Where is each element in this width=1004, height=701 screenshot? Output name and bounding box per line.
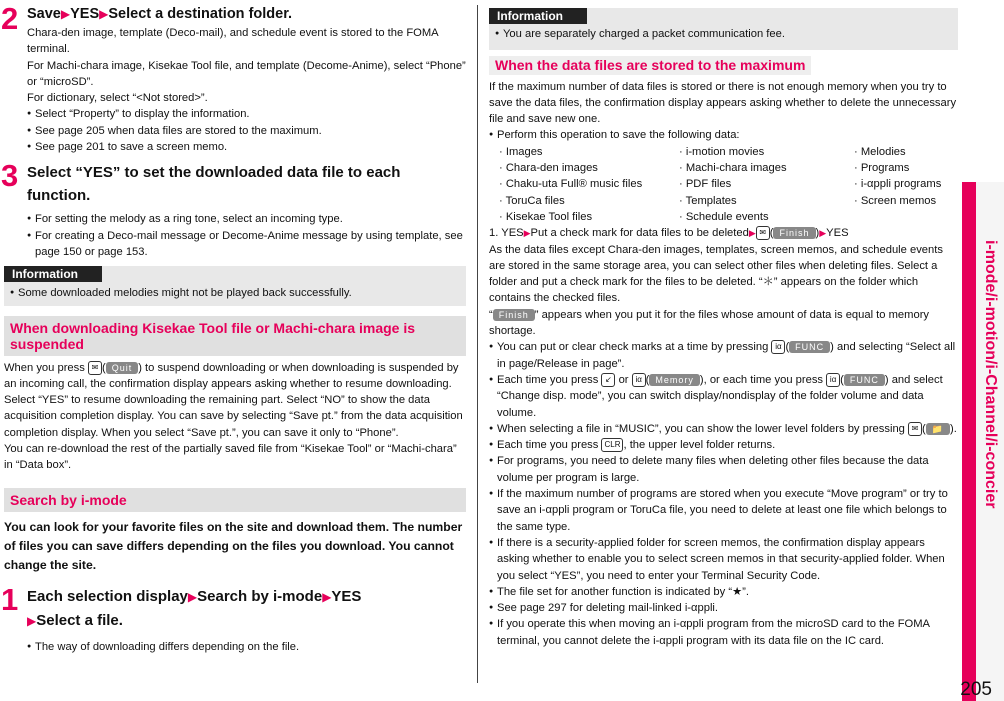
bullet: ● If there is a security-applied folder for screen memos, the confirmation display appears asking whether to enable you to select screen memos in that security-applied folder. When you select “YES”, you need to enter your Terminal Security Code. <box>489 535 958 584</box>
arrow-icon: ▶ <box>60 7 71 21</box>
memory-softkey: Memory <box>649 374 700 386</box>
kisekae-body: When you press ✉ ( Quit ) to suspend downloading or when downloading is suspended by an incoming call, the confirmation display appears asking whether to resume downloading. Select “YES” to resume downloading the remaining part. Select “NO” to show the data acquisition completion display. You can save by selecting “Save pt.” from the data acquisition completion display. When you select “Save pt.”, you can save it only to “Phone”. You can re-download the rest of the partially saved file from “Kisekae Tool” or “Machi-chara” in “Data box”. <box>4 361 463 472</box>
text-line: For dictionary, select “<Not stored>”. <box>27 92 208 105</box>
step-title: Select “YES” to set the downloaded data file to each function. <box>27 164 401 205</box>
func-softkey: FUNC <box>789 341 830 353</box>
i-appli-key-icon: iα <box>771 340 785 354</box>
bullet: ● Perform this operation to save the following data: <box>489 127 958 143</box>
arrow-icon: ▶ <box>819 228 827 239</box>
search-intro: You can look for your favorite files on the site and download them. The number of files you can save differs depending on the files you download. You cannot change the site. <box>4 519 463 572</box>
bullet: ● See page 201 to save a screen memo. <box>27 139 466 155</box>
bullet: ● You can put or clear check marks at a time by pressing iα ( FUNC ) and selecting “Select all in page/Release in page”. <box>489 339 958 372</box>
chapter-title: i-mode/i-motion/i-Channel/i-concier <box>982 240 999 509</box>
arrow-icon: ▶ <box>523 228 531 239</box>
column-divider <box>477 5 478 683</box>
bullet: ● For setting the melody as a ring tone, select an incoming type. <box>27 211 466 227</box>
section-heading-kisekae: When downloading Kisekae Tool file or Machi-chara image is suspended <box>4 316 466 356</box>
step-3 <box>1 158 466 260</box>
step-number: 1 <box>1 581 19 617</box>
bullet: ● For programs, you need to delete many files when deleting other files because the data volume per program is large. <box>489 453 958 486</box>
i-appli-key-icon: iα <box>826 373 840 387</box>
information-label: Information <box>4 266 102 282</box>
text-line: Chara-den image, template (Deco-mail), and schedule event is stored to the FOMA terminal. <box>27 27 439 56</box>
quit-softkey: Quit <box>106 362 139 374</box>
bullet: ● Each time you press ↙ or iα ( Memory ), or each time you press iα ( FUNC ) and select “Change disp. mode”, you can switch display/nondisplay of the folder volume and data volume. <box>489 372 958 421</box>
step-number: 2 <box>1 1 19 36</box>
arrow-icon: ▶ <box>99 7 109 21</box>
finish-softkey: Finish <box>773 227 815 239</box>
bullet: ● The file set for another function is indicated by “★”. <box>489 584 958 600</box>
bullet: ● See page 297 for deleting mail-linked i-αppli. <box>489 600 958 616</box>
mail-key-icon: ✉ <box>756 226 770 240</box>
arrow-icon: ▶ <box>27 613 37 628</box>
text-line: For Machi-chara image, Kisekae Tool file, and template (Decome-Anime), select “Phone” or “microSD”. <box>27 59 466 88</box>
chapter-side-tab <box>962 182 1004 701</box>
step-title: Save▶YES▶Select a destination folder. <box>27 6 293 22</box>
func-softkey: FUNC <box>844 374 885 386</box>
right-column <box>489 0 958 649</box>
step-2 <box>1 1 466 155</box>
bullet: ● If you operate this when moving an i-αppli program from the microSD card to the FOMA terminal, you cannot delete the i-αppli program with its data file on the IC card. <box>489 616 958 649</box>
mail-key-icon: ✉ <box>88 361 102 375</box>
send-key-icon: ↙ <box>601 373 615 387</box>
bullet: ● For creating a Deco-mail message or Decome-Anime message by using template, see page 150 or page 153. <box>27 228 466 261</box>
information-box <box>4 266 466 305</box>
arrow-icon: ▶ <box>322 589 332 604</box>
step-title: Each selection display▶Search by i-mode▶YES ▶Select a file. <box>27 587 362 629</box>
page-number: 205 <box>960 679 992 700</box>
data-type-list: · Images · i-motion movies · Melodies · Chara-den images · Machi-chara images · Programs · Chaku-uta Full® music files · PDF files · i-αppli programs · ToruCa files · Templates · Screen memos · Kisekae Tool files · Schedule events <box>489 144 958 225</box>
section-heading-max: When the data files are stored to the maximum <box>489 56 811 75</box>
finish-softkey: Finish <box>493 309 535 321</box>
folder-softkey-icon: 📁 <box>926 423 950 435</box>
bullet: ● See page 205 when data files are stored to the maximum. <box>27 123 466 139</box>
arrow-icon: ▶ <box>748 228 756 239</box>
left-column <box>1 0 466 655</box>
mail-key-icon: ✉ <box>908 422 922 436</box>
step-1 <box>1 581 466 655</box>
arrow-icon: ▶ <box>187 589 198 604</box>
bullet: ● If the maximum number of programs are stored when you execute “Move program” or try to save an i-αppli program or ToruCa file, you need to delete at least one file which belongs to the same type. <box>489 486 958 535</box>
bullet: ● The way of downloading differs depending on the file. <box>27 639 466 655</box>
information-box <box>489 8 958 50</box>
i-appli-key-icon: iα <box>632 373 646 387</box>
bullet: ● Each time you press CLR , the upper level folder returns. <box>489 437 958 453</box>
information-label: Information <box>489 8 587 24</box>
section-heading-search: Search by i-mode <box>4 488 466 512</box>
bullet: ● When selecting a file in “MUSIC”, you can show the lower level folders by pressing ✉ ( 📁 ). <box>489 421 958 437</box>
step-number: 3 <box>1 158 19 194</box>
bullet: ● You are separately charged a packet communication fee. <box>495 26 952 42</box>
bullet: ● Select “Property” to display the information. <box>27 106 466 122</box>
max-body: If the maximum number of data files is stored or there is not enough memory when you try to save the data files, the confirmation display appears asking whether to delete the unnecessary file and save new one. ● Perform this operation to save the following data: · Images · i-motion movies · Melodies · Chara-den images · Machi-chara images · Programs · Chaku-uta Full® music files · PDF files · i-αppli programs · ToruCa files · Templates · Screen memos · Kisekae Tool files · Schedule events 1. YES▶Put a check mark for data files to be deleted▶ ✉ ( Finish )▶YES As the data files except Chara-den images, templates, screen memos, and schedule events are stored in the same storage area, you can select other files when deleting files. Select a folder and put a check mark for the files to be deleted. “＊” appears on the folder which contains the checked files. “ Finish ” appears when you put it for the files whose amount of data is equal to memory shortage. ● You can put or clear check marks at a time by pressing iα ( FUNC ) and selecting “Select all in page/Release in page”. ● Each time you press ↙ or iα ( Memory ), or each time you press iα ( FUNC ) and select “Change disp. mode”, you can switch display/nondisplay of the folder volume and data volume. ● When selecting a file in “MUSIC”, you can show the lower level folders by pressing ✉ ( 📁 ). ● Each time you press CLR , the upper level folder returns. ● For programs, you need to delete many files when deleting other files because the data volume per program is large. ● If the maximum number of programs are stored when you execute “Move program” or try to save an i-αppli program or ToruCa file, you need to delete at least one file which belongs to the same type. ● If there is a security-applied folder for screen memos, the confirmation display appears asking whether to enable you to select screen memos in that security-applied folder. When you select “YES”, you need to enter your Terminal Security Code. ● The file set for another function is indicated by “★”. ● See page 297 for deleting mail-linked i-αppli. ● If you operate this when moving an i-αppli program from the microSD card to the FOMA terminal, you cannot delete the i-αppli program with its data file on the IC card. <box>489 79 958 649</box>
clear-key-icon: CLR <box>601 438 623 452</box>
bullet: ● Some downloaded melodies might not be played back successfully. <box>10 285 460 301</box>
